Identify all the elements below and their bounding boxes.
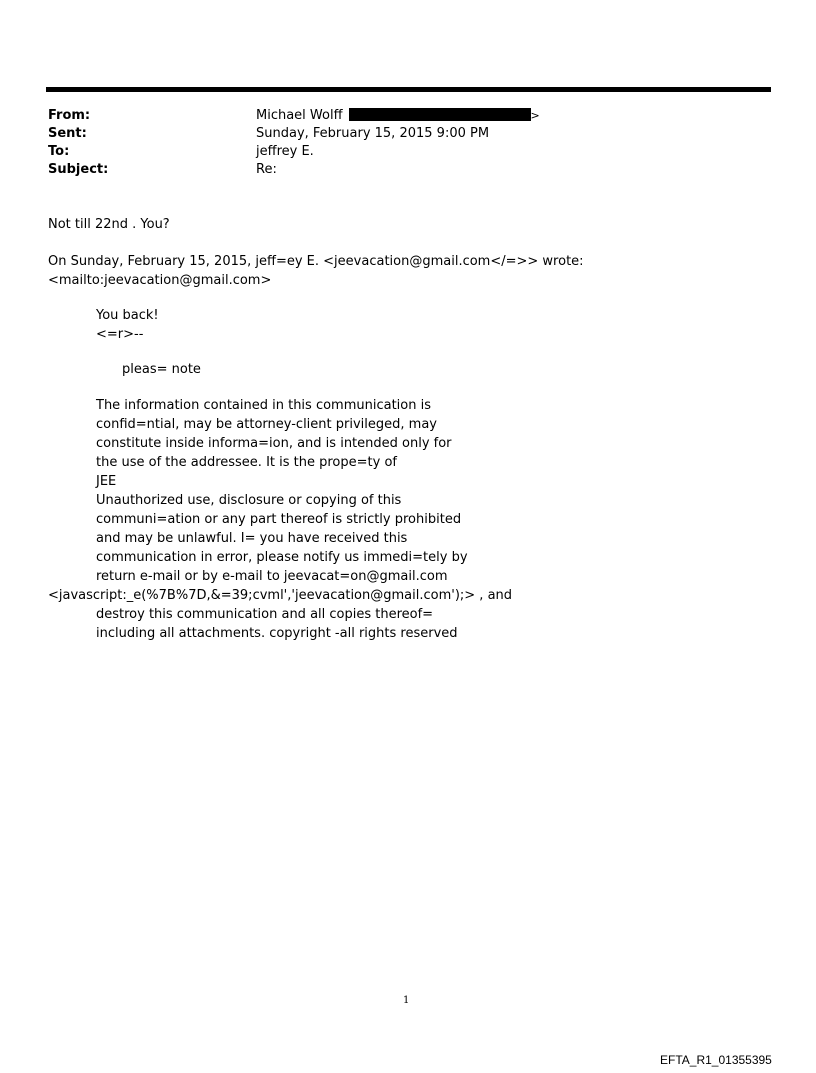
javascript-link-line: <javascript:_e(%7B%7D,&=39;cvml','jeevacation@gmail.com');> , and [48, 588, 513, 603]
disclaimer-line: return e-mail or by e-mail to jeevacat=on@gmail.com [96, 569, 448, 584]
from-name: Michael Wolff [256, 108, 343, 123]
quote-intro-line-2: <mailto:jeevacation@gmail.com> [48, 273, 272, 288]
disclaimer-line: constitute inside informa=ion, and is intended only for [96, 436, 452, 451]
disclaimer-line: and may be unlawful. I= you have received this [96, 531, 408, 546]
disclaimer-line: JEE [96, 474, 117, 489]
disclaimer-line: the use of the addressee. It is the prope=ty of [96, 455, 397, 470]
sent-value: Sunday, February 15, 2015 9:00 PM [256, 126, 490, 141]
subject-value: Re: [256, 162, 277, 177]
disclaimer-line: communi=ation or any part thereof is strictly prohibited [96, 512, 462, 527]
quote-intro-line-1: On Sunday, February 15, 2015, jeff=ey E. <jeevacation@gmail.com</=>> wrote: [48, 254, 584, 269]
quoted-note: pleas= note [122, 362, 201, 377]
disclaimer-line: confid=ntial, may be attorney-client privileged, may [96, 417, 437, 432]
from-tail: > [530, 109, 540, 122]
bates-number: EFTA_R1_01355395 [660, 1053, 772, 1067]
quoted-line-2: <=r>-- [96, 327, 144, 342]
to-value: jeffrey E. [256, 144, 314, 159]
subject-label: Subject: [48, 162, 109, 177]
disclaimer-end-line: destroy this communication and all copies thereof= [96, 607, 434, 622]
from-value [256, 107, 540, 125]
reply-text: Not till 22nd . You? [48, 217, 170, 232]
header-divider [46, 87, 771, 92]
disclaimer-line: The information contained in this communication is [96, 398, 431, 413]
to-label: To: [48, 144, 70, 159]
from-label: From: [48, 108, 91, 123]
disclaimer-line: communication in error, please notify us immedi=tely by [96, 550, 468, 565]
sent-label: Sent: [48, 126, 87, 141]
disclaimer-end-line: including all attachments. copyright -all rights reserved [96, 626, 458, 641]
disclaimer-line: Unauthorized use, disclosure or copying of this [96, 493, 402, 508]
quoted-line-1: You back! [96, 308, 159, 323]
redaction-bar [349, 108, 531, 121]
page-number: 1 [403, 995, 410, 1006]
